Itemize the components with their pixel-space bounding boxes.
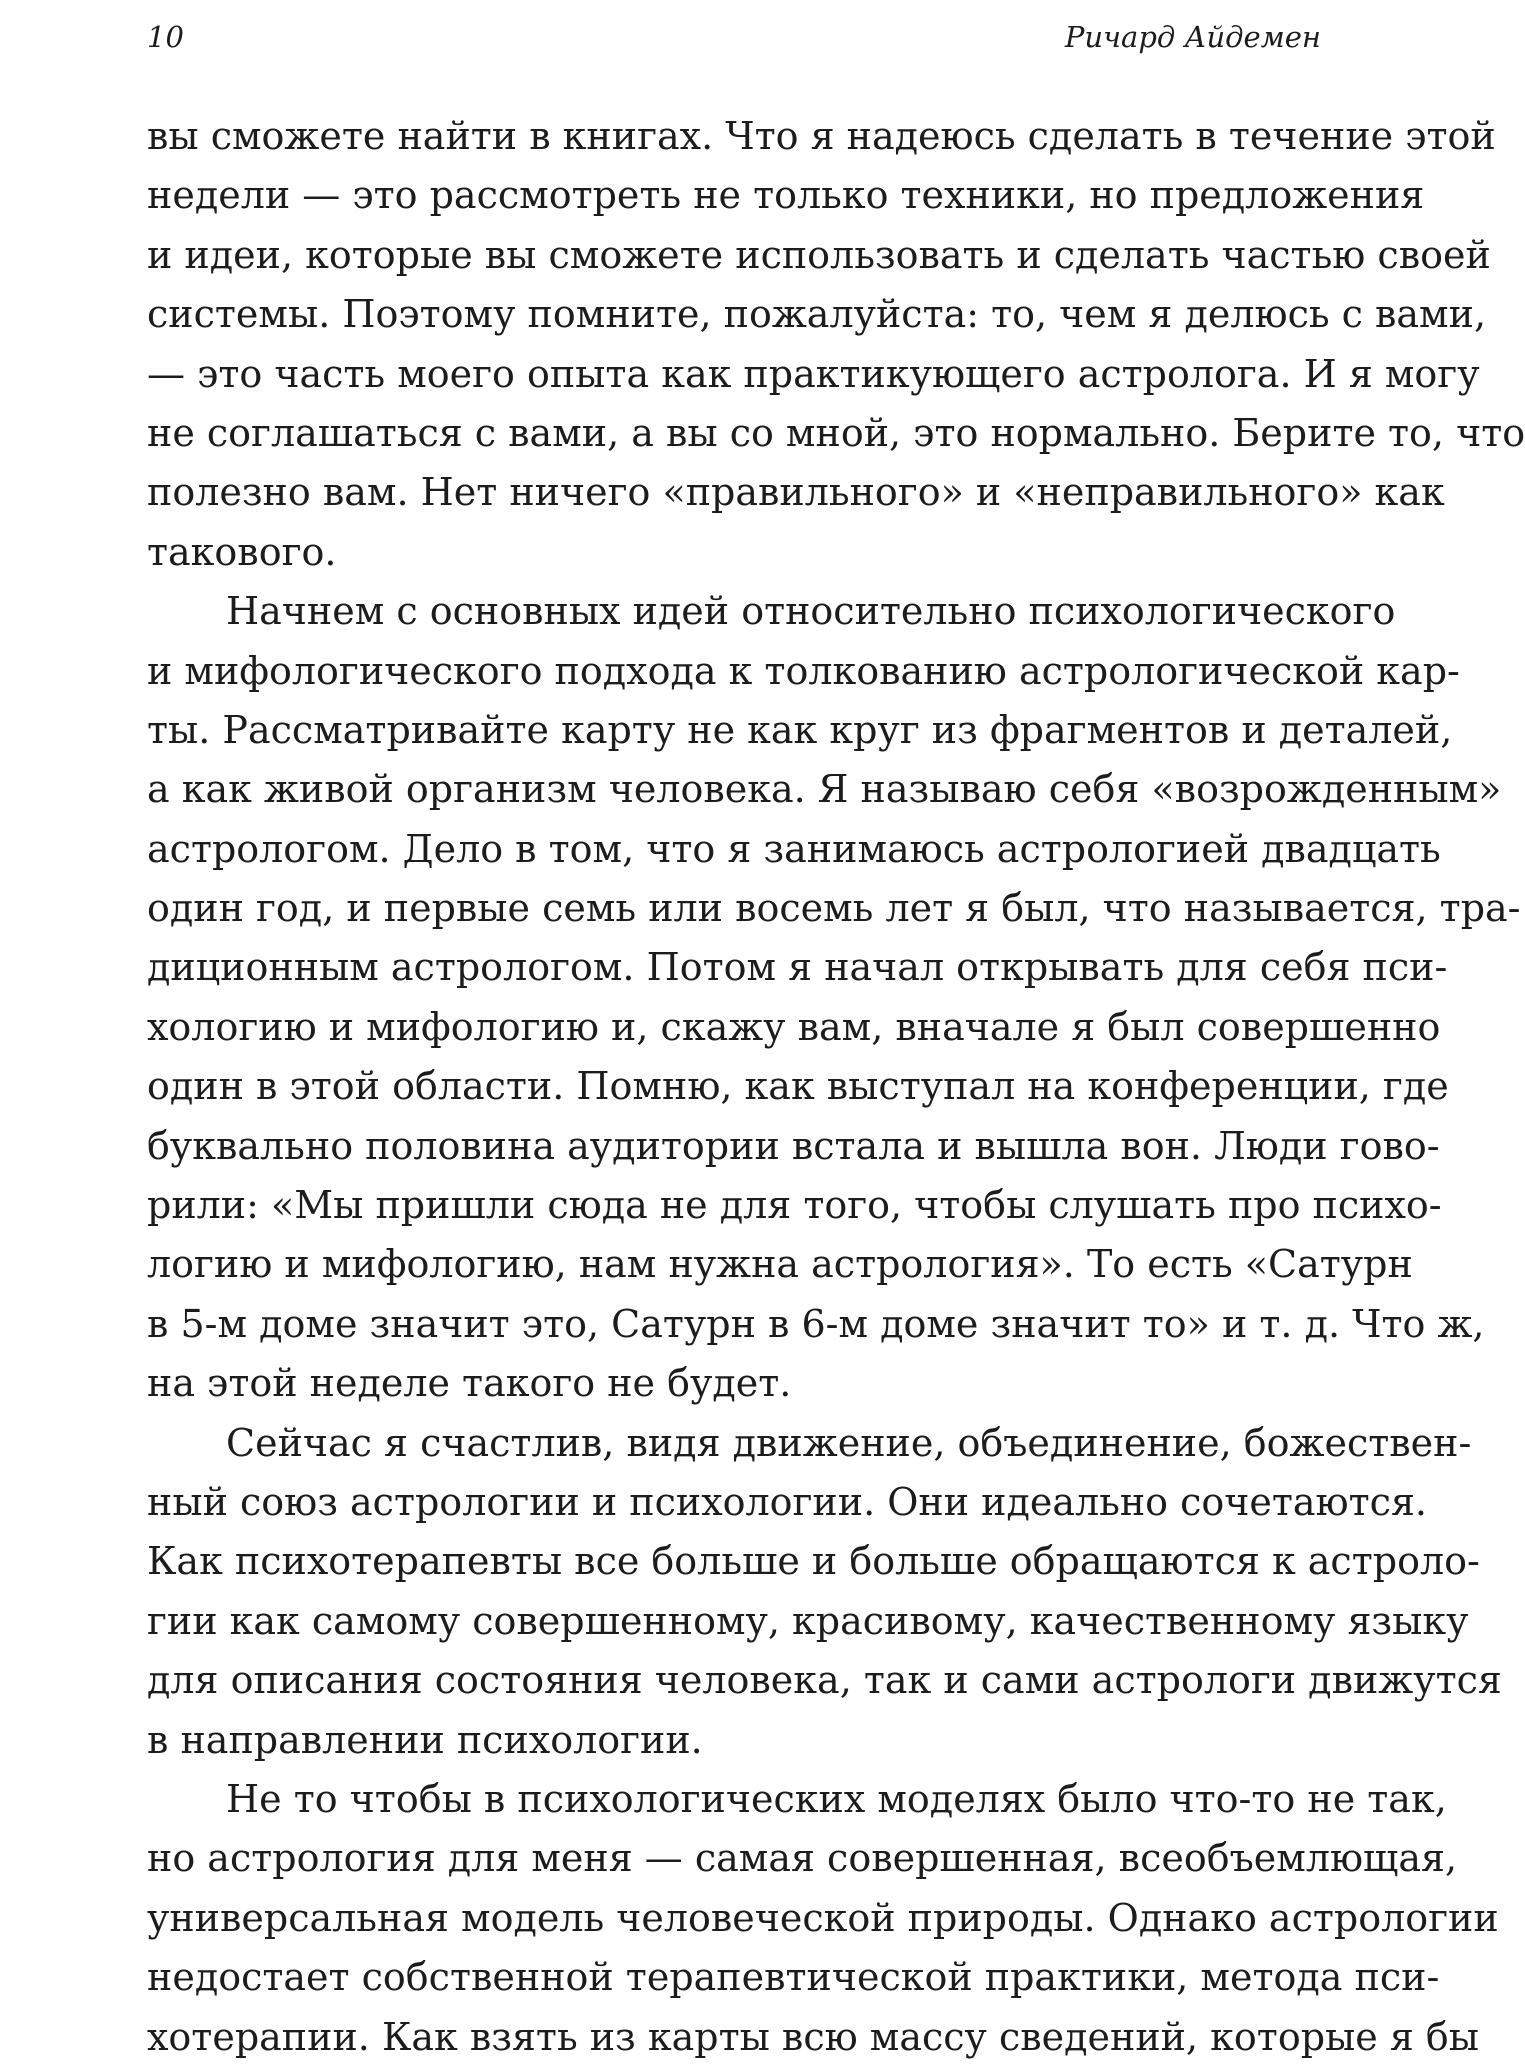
text-line: но астрология для меня — самая совершенная, всеобъемлющая, bbox=[147, 1836, 1458, 1881]
text-line: буквально половина аудитории встала и вышла вон. Люди гово- bbox=[147, 1123, 1440, 1168]
text-line: рили: «Мы пришли сюда не для того, чтобы слушать про психо- bbox=[147, 1183, 1442, 1228]
text-line: такового. bbox=[147, 529, 337, 574]
text-line: астрологом. Дело в том, что я занимаюсь астрологией двадцать bbox=[147, 826, 1441, 871]
text-line: ты. Рассматривайте карту не как круг из фрагментов и деталей, bbox=[147, 707, 1453, 752]
text-line: не соглашаться с вами, а вы со мной, это нормально. Берите то, что bbox=[147, 410, 1525, 455]
running-header-author: Ричард Айдемен bbox=[1064, 20, 1321, 54]
page-number: 10 bbox=[147, 20, 184, 54]
text-line: в 5-м доме значит это, Сатурн в 6-м доме значит то» и т. д. Что ж, bbox=[147, 1301, 1485, 1346]
text-line: один в этой области. Помню, как выступал на конференции, где bbox=[147, 1064, 1449, 1109]
text-line: а как живой организм человека. Я называю себя «возрожденным» bbox=[147, 767, 1502, 812]
text-line: универсальная модель человеческой природы. Однако астрологии bbox=[147, 1895, 1499, 1940]
text-line: вы сможете найти в книгах. Что я надеюсь сделать в течение этой bbox=[147, 114, 1496, 158]
text-line: системы. Поэтому помните, пожалуйста: то, чем я делюсь с вами, bbox=[147, 292, 1487, 337]
text-line: Сейчас я счастлив, видя движение, объединение, божествен- bbox=[226, 1420, 1472, 1465]
text-line: полезно вам. Нет ничего «правильного» и «неправильного» как bbox=[147, 470, 1445, 515]
paragraph bbox=[147, 107, 1525, 582]
paragraph bbox=[147, 582, 1521, 1413]
text-line: логию и мифологию, нам нужна астрология». То есть «Сатурн bbox=[147, 1242, 1413, 1287]
text-line: один год, и первые семь или восемь лет я был, что называется, тра- bbox=[147, 886, 1521, 931]
text-line: хологию и мифологию и, скажу вам, вначале я был совершенно bbox=[147, 1004, 1441, 1049]
text-line: на этой неделе такого не будет. bbox=[147, 1361, 792, 1406]
paragraph bbox=[147, 1414, 1502, 1770]
text-line: — это часть моего опыта как практикующего астролога. И я могу bbox=[147, 351, 1480, 396]
text-line: и идеи, которые вы сможете использовать и сделать частью своей bbox=[147, 232, 1491, 277]
text-line: гии как самому совершенному, красивому, качественному языку bbox=[147, 1598, 1469, 1643]
text-line: Как психотерапевты все больше и больше обращаются к астроло- bbox=[147, 1539, 1480, 1584]
running-header bbox=[147, 14, 1321, 60]
paragraph bbox=[147, 1770, 1499, 2067]
text-line: Не то чтобы в психологических моделях было что-то не так, bbox=[226, 1776, 1447, 1821]
text-line: Начнем с основных идей относительно психологического bbox=[226, 589, 1396, 634]
text-line: хотерапии. Как взять из карты всю массу сведений, которые я бы bbox=[147, 2014, 1480, 2059]
text-line: недели — это рассмотреть не только техники, но предложения bbox=[147, 173, 1425, 218]
text-line: и мифологического подхода к толкованию астрологической кар- bbox=[147, 648, 1460, 693]
text-line: ный союз астрологии и психологии. Они идеально сочетаются. bbox=[147, 1479, 1427, 1524]
text-line: недостает собственной терапевтической практики, метода пси- bbox=[147, 1955, 1440, 2000]
text-line: для описания состояния человека, так и сами астрологи движутся bbox=[147, 1658, 1502, 1703]
text-line: диционным астрологом. Потом я начал открывать для себя пси- bbox=[147, 945, 1448, 990]
text-line: в направлении психологии. bbox=[147, 1717, 703, 1762]
body-text bbox=[147, 107, 1525, 2067]
